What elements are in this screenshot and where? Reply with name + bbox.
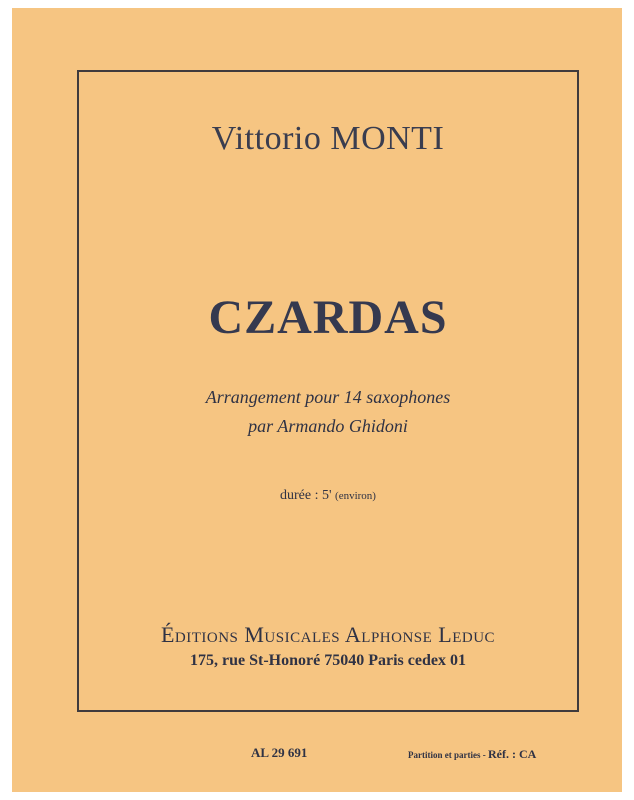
composer-name: Vittorio MONTI bbox=[211, 120, 445, 157]
reference-code: Réf. : CA bbox=[487, 747, 537, 761]
publisher-name: Éditions Musicales Alphonse Leduc bbox=[160, 622, 496, 647]
footer-reference bbox=[408, 747, 536, 762]
duration-line bbox=[79, 488, 577, 504]
parts-label: Partition et parties - bbox=[408, 750, 486, 760]
cover-frame bbox=[77, 70, 579, 712]
score-cover bbox=[12, 8, 622, 792]
duration-note: (environ) bbox=[335, 490, 376, 502]
duration-label: durée : 5' bbox=[280, 488, 332, 503]
arranger-line: par Armando Ghidoni bbox=[248, 416, 408, 436]
arrangement-line: Arrangement pour 14 saxophones bbox=[205, 387, 451, 407]
piece-title: CZARDAS bbox=[208, 291, 448, 344]
catalog-number: AL 29 691 bbox=[251, 745, 308, 760]
publisher-address: 175, rue St-Honoré 75040 Paris cedex 01 bbox=[190, 652, 466, 669]
